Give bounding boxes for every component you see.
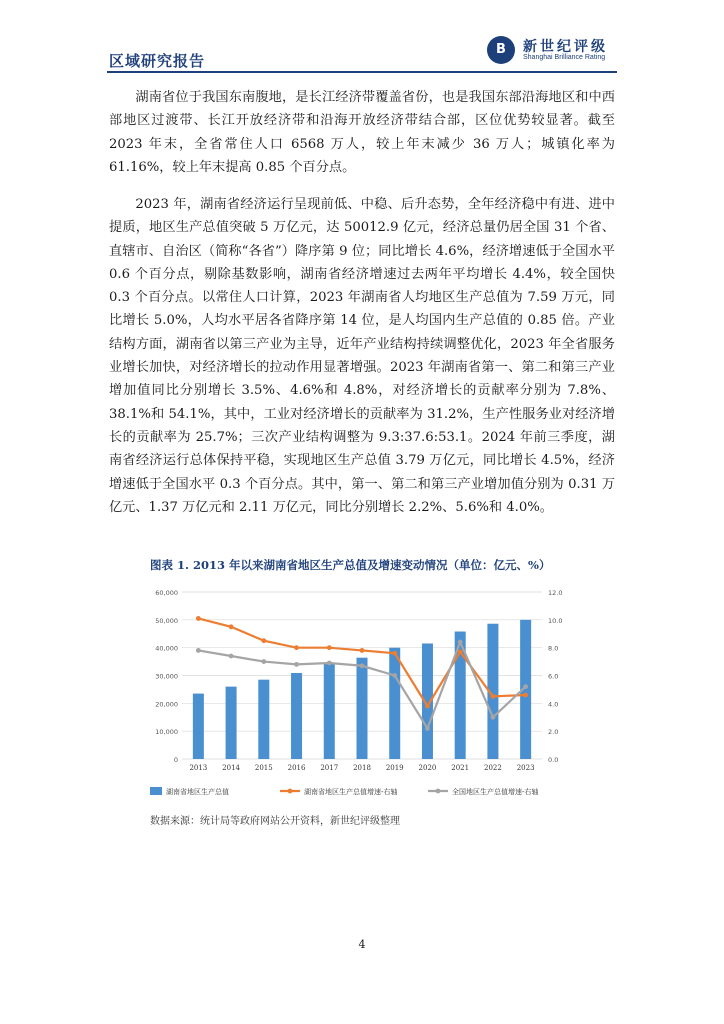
x-axis-tick-label: 2017 bbox=[320, 764, 339, 772]
growth-point bbox=[458, 649, 463, 654]
gdp-growth-chart bbox=[140, 578, 580, 806]
x-axis-tick-label: 2018 bbox=[353, 764, 371, 772]
left-axis-tick-label: 50,000 bbox=[155, 616, 178, 625]
x-axis-tick-label: 2016 bbox=[287, 764, 306, 772]
x-axis-tick-label: 2020 bbox=[418, 764, 437, 772]
legend-swatch bbox=[150, 787, 162, 795]
x-axis-tick-label: 2022 bbox=[483, 764, 502, 772]
legend-label: 全国地区生产总值增速-右轴 bbox=[452, 788, 539, 796]
right-axis-tick-label: 12.0 bbox=[548, 589, 563, 597]
growth-point bbox=[261, 659, 266, 664]
gdp-bar bbox=[324, 663, 335, 759]
logo-mark-icon: B bbox=[487, 36, 515, 64]
growth-point bbox=[327, 645, 332, 650]
growth-point bbox=[261, 638, 266, 643]
legend-label: 湖南省地区生产总值增速-右轴 bbox=[304, 788, 398, 796]
left-axis-tick-label: 60,000 bbox=[155, 589, 178, 597]
gdp-bar bbox=[291, 673, 302, 759]
left-axis-tick-label: 20,000 bbox=[155, 700, 178, 709]
left-axis-tick-label: 30,000 bbox=[155, 672, 178, 681]
growth-point bbox=[425, 704, 430, 709]
growth-point bbox=[229, 654, 234, 659]
growth-point bbox=[523, 684, 528, 689]
growth-point bbox=[360, 648, 365, 653]
figure-title: 图表 1. 2013 年以来湖南省地区生产总值及增速变动情况（单位：亿元、%） bbox=[150, 558, 551, 572]
growth-point bbox=[196, 648, 201, 653]
growth-point bbox=[458, 640, 463, 645]
left-axis-tick-label: 10,000 bbox=[155, 728, 178, 737]
gdp-bar bbox=[193, 694, 204, 759]
growth-point bbox=[425, 726, 430, 731]
growth-point bbox=[229, 624, 234, 629]
left-axis-tick-label: 0 bbox=[173, 756, 178, 764]
gdp-bar bbox=[389, 648, 400, 759]
x-axis-tick-label: 2014 bbox=[222, 764, 241, 772]
right-axis-tick-label: 8.0 bbox=[548, 644, 559, 653]
growth-point bbox=[392, 673, 397, 678]
right-axis-tick-label: 10.0 bbox=[548, 616, 563, 625]
legend-label: 湖南省地区生产总值 bbox=[166, 788, 229, 796]
header-divider bbox=[107, 71, 617, 73]
growth-point bbox=[196, 616, 201, 621]
growth-point bbox=[294, 662, 299, 667]
left-axis-tick-label: 40,000 bbox=[155, 644, 178, 653]
gdp-bar bbox=[357, 658, 368, 759]
growth-point bbox=[491, 694, 496, 699]
right-axis-tick-label: 4.0 bbox=[548, 700, 559, 709]
growth-point bbox=[392, 651, 397, 656]
legend-swatch-marker bbox=[436, 789, 441, 794]
growth-point bbox=[360, 663, 365, 668]
logo-chinese-name: 新世纪评级 bbox=[523, 39, 608, 55]
report-type-title: 区域研究报告 bbox=[109, 52, 206, 70]
x-axis-tick-label: 2019 bbox=[385, 764, 404, 772]
x-axis-tick-label: 2021 bbox=[451, 764, 470, 772]
company-logo bbox=[487, 36, 617, 68]
x-axis-tick-label: 2013 bbox=[189, 764, 208, 772]
legend-swatch-marker bbox=[288, 789, 293, 794]
right-axis-tick-label: 6.0 bbox=[548, 672, 559, 681]
right-axis-tick-label: 0.0 bbox=[548, 756, 559, 764]
x-axis-tick-label: 2023 bbox=[516, 764, 535, 772]
gdp-bar bbox=[258, 680, 269, 759]
gdp-bar bbox=[226, 687, 237, 759]
page-number: 4 bbox=[358, 938, 366, 951]
growth-point bbox=[491, 715, 496, 720]
data-source-note: 数据来源：统计局等政府网站公开资料，新世纪评级整理 bbox=[150, 816, 400, 827]
paragraph-economy-2023: 2023 年，湖南省经济运行呈现前低、中稳、后升态势，全年经济稳中有进、进中提质，地区生产总值突破 5 万亿元，达 50012.9 亿元，经济总量仍居全国 31 个省、直辖市、自治区（简称“各省”）降序第 9 位；同比增长 4.6%，经济增速低于全国水平 0.6 个百分点，剔除基数影响，湖南省经济增速过去两年平均增长 4.4%，较全国快 0.3 个百分点。以常住人口计算，2023 年湖南省人均地区生产总值为 7.59 万元，同比增长 5.0%，人均水平居各省降序第 14 位，是人均国内生产总值的 0.85 倍。产业结构方面，湖南省以第三产业为主导，近年产业结构持续调整优化，2023 年全省服务业增长加快，对经济增长的拉动作用显著增强。2023 年湖南省第一、第二和第三产业增加值同比分别增长 3.5%、4.6%和 4.8%，对经济增长的贡献率分别为 7.8%、38.1%和 54.1%，其中，工业对经济增长的贡献率为 31.2%，生产性服务业对经济增长的贡献率为 25.7%；三次产业结构调整为 9.3:37.6:53.1。2024 年前三季度，湖南省经济运行总体保持平稳，实现地区生产总值 3.79 万亿元，同比增长 4.5%，经济增速低于全国水平 0.3 个百分点。其中，第一、第二和第三产业增加值分别为 0.31 万亿元、1.37 万亿元和 2.11 万亿元，同比分别增长 2.2%、5.6%和 4.0%。 bbox=[109, 197, 615, 515]
paragraph-location-population: 湖南省位于我国东南腹地，是长江经济带覆盖省份，也是我国东部沿海地区和中西部地区过渡带、长江开放经济带和沿海开放经济带结合部，区位优势较显著。截至 2023 年末，全省常住人口 6568 万人，较上年末减少 36 万人；城镇化率为 61.16%，较上年末提高 0.85 个百分点。 bbox=[109, 90, 615, 175]
growth-point bbox=[327, 661, 332, 666]
x-axis-tick-label: 2015 bbox=[254, 764, 273, 772]
growth-point bbox=[523, 693, 528, 698]
right-axis-tick-label: 2.0 bbox=[548, 728, 559, 737]
chart-legend bbox=[150, 787, 539, 796]
logo-english-name: Shanghai Brilliance Rating bbox=[523, 54, 606, 61]
growth-point bbox=[294, 645, 299, 650]
